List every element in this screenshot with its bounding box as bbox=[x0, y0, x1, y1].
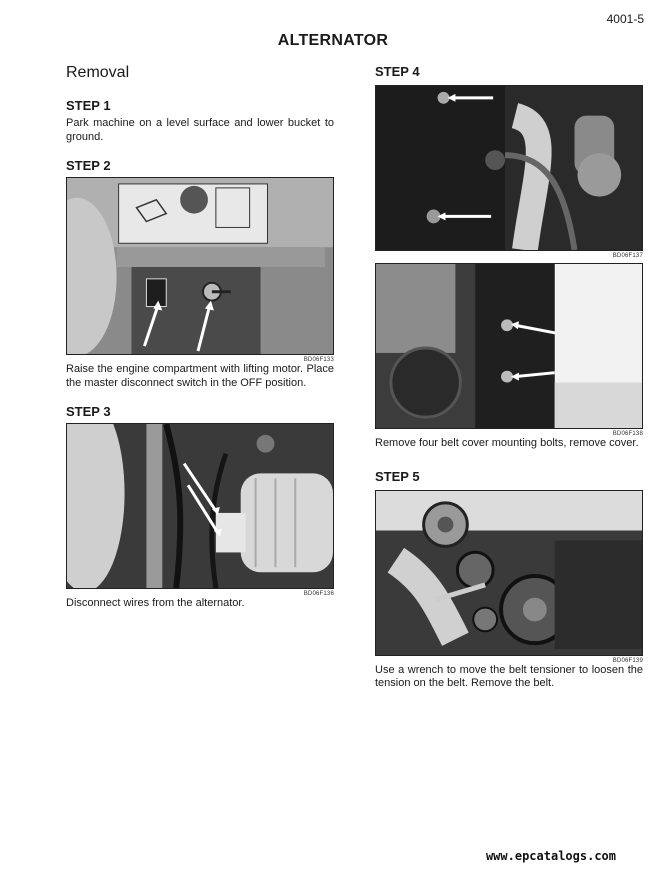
footer-website-link[interactable]: www.epcatalogs.com bbox=[485, 849, 616, 863]
step-3-photo bbox=[66, 423, 334, 589]
step-4-photo-b bbox=[375, 263, 643, 429]
step-5-caption: BD06F139 bbox=[612, 657, 643, 664]
page-number: 4001-5 bbox=[606, 12, 644, 26]
step-5-text: Use a wrench to move the belt tensioner to loosen the tension on the belt. Remove the belt. bbox=[375, 663, 643, 689]
page-title: ALTERNATOR bbox=[277, 32, 389, 49]
master-switch-illustration bbox=[67, 178, 333, 354]
step-2-heading: STEP 2 bbox=[66, 158, 111, 173]
step-5-heading: STEP 5 bbox=[375, 468, 420, 484]
alternator-wires-illustration bbox=[67, 424, 333, 588]
step-3-heading: STEP 3 bbox=[66, 404, 111, 419]
step-3-text: Disconnect wires from the alternator. bbox=[66, 597, 245, 609]
step-2-caption: BD06F133 bbox=[303, 357, 334, 363]
step-5-photo bbox=[375, 490, 643, 656]
step-2-text: Raise the engine compartment with lifting motor. Place the master disconnect switch in the OFF position. bbox=[66, 363, 334, 389]
step-4-photo-a bbox=[375, 85, 643, 251]
left-column bbox=[66, 64, 334, 611]
belt-cover-side-illustration bbox=[376, 264, 642, 428]
step-1-heading: STEP 1 bbox=[66, 98, 111, 113]
step-4-caption-a: BD06F137 bbox=[612, 253, 643, 259]
step-4-caption-b: BD06F138 bbox=[612, 431, 643, 437]
step-4-heading: STEP 4 bbox=[375, 64, 420, 79]
step-3-caption: BD06F136 bbox=[303, 591, 334, 597]
belt-cover-bolts-illustration bbox=[376, 86, 642, 250]
belt-tensioner-illustration bbox=[376, 491, 642, 655]
step-4-text: Remove four belt cover mounting bolts, remove cover. bbox=[375, 437, 639, 449]
right-column bbox=[375, 64, 643, 691]
step-2-photo bbox=[66, 177, 334, 355]
section-title: Removal bbox=[66, 64, 130, 81]
step-1-text: Park machine on a level surface and lower bucket to ground. bbox=[66, 117, 334, 143]
